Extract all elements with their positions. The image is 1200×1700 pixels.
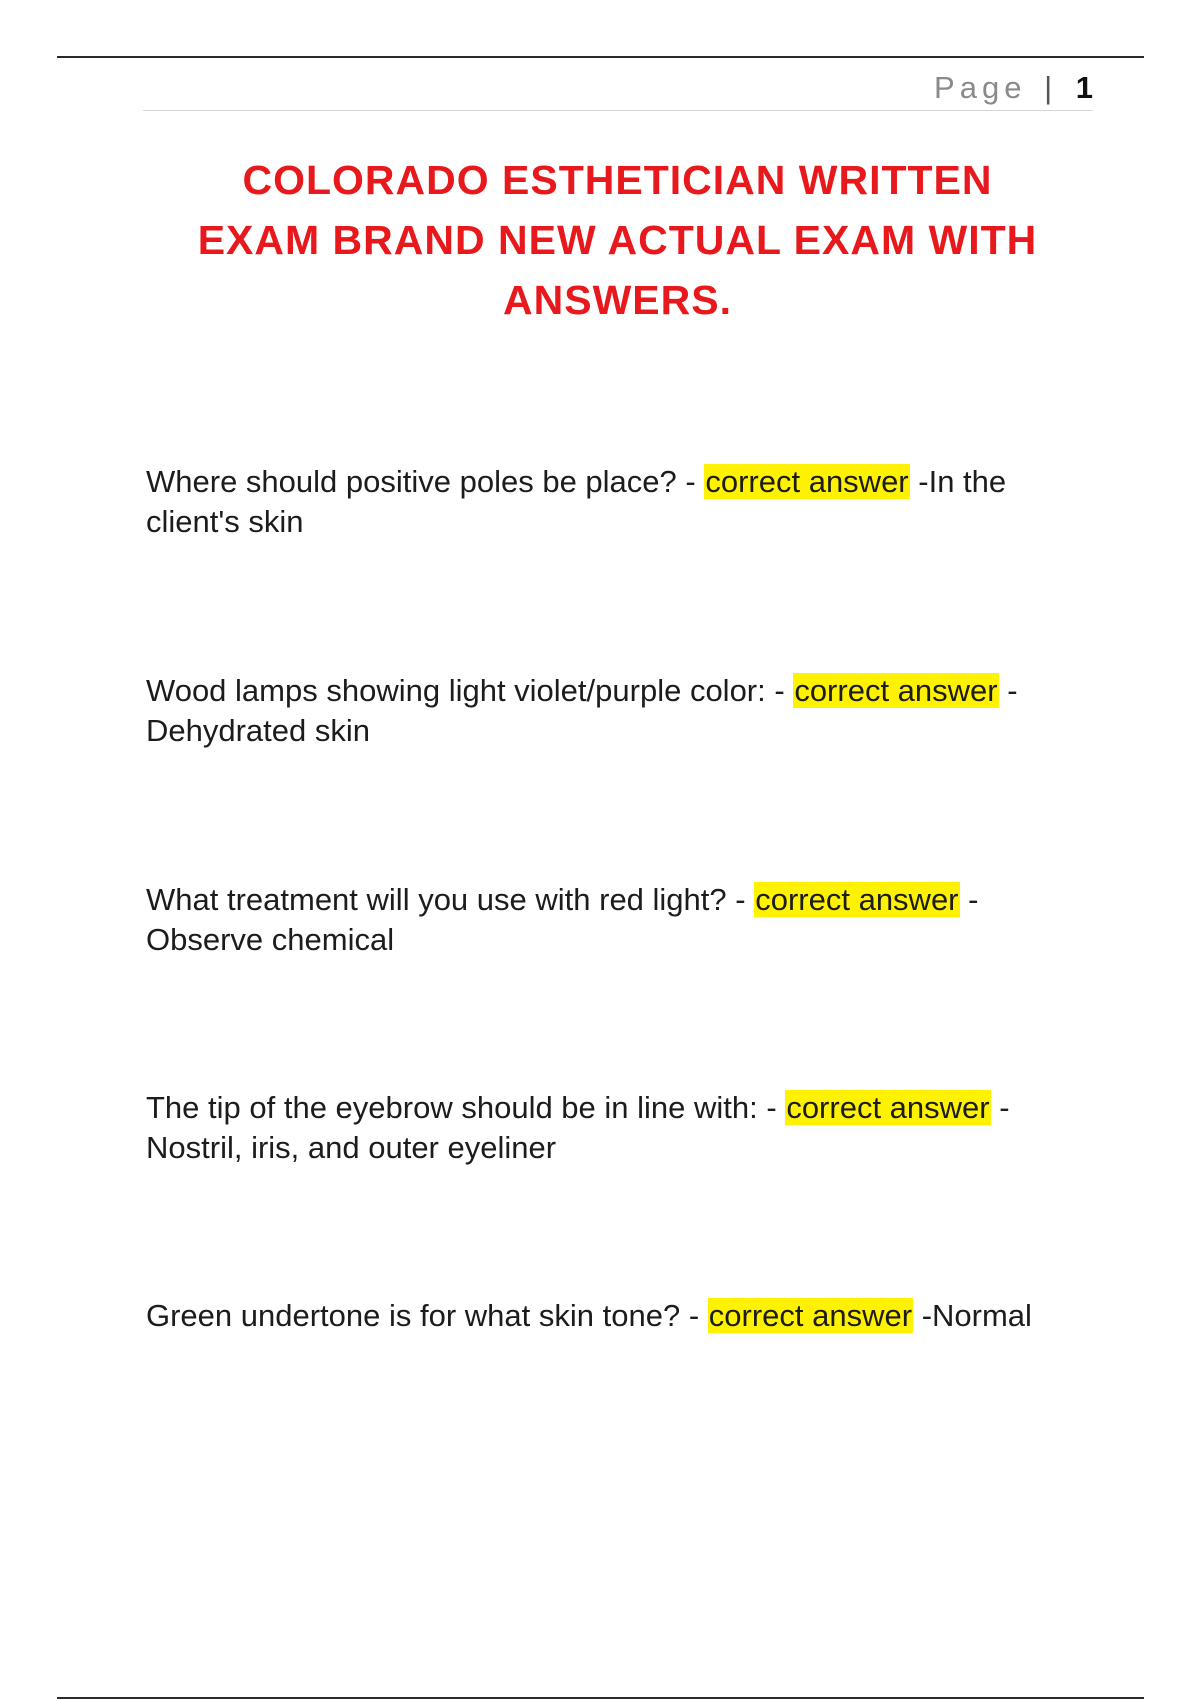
qa-item: [146, 1296, 1086, 1336]
qa-question: Wood lamps showing light violet/purple color: -: [146, 673, 785, 708]
qa-item: [146, 462, 1086, 542]
qa-item: [146, 880, 1086, 960]
qa-answer: -Normal: [921, 1298, 1032, 1333]
top-rule: [57, 56, 1144, 58]
title-line-3: ANSWERS.: [503, 277, 732, 323]
correct-answer-marker: correct answer: [708, 1298, 913, 1333]
page-number: 1: [1075, 70, 1093, 105]
page-header: [143, 66, 1093, 111]
correct-answer-marker: correct answer: [794, 673, 998, 708]
qa-answer: -In the client's skin: [146, 464, 1007, 539]
qa-answer: - Dehydrated skin: [146, 673, 1018, 748]
qa-question: Green undertone is for what skin tone? -: [146, 1298, 700, 1333]
qa-question: Where should positive poles be place? -: [146, 464, 696, 499]
page-separator: |: [1044, 70, 1053, 105]
qa-answer: - Observe chemical: [146, 882, 979, 957]
title-line-1: COLORADO ESTHETICIAN WRITTEN: [242, 157, 993, 203]
correct-answer-marker: correct answer: [786, 1090, 990, 1125]
qa-item: [146, 671, 1086, 751]
qa-answer: - Nostril, iris, and outer eyeliner: [146, 1090, 1010, 1165]
page-label: Page: [934, 70, 1027, 105]
correct-answer-marker: correct answer: [705, 464, 909, 499]
title-line-2: EXAM BRAND NEW ACTUAL EXAM WITH: [197, 217, 1038, 263]
qa-item: [146, 1088, 1086, 1168]
qa-question: The tip of the eyebrow should be in line with: -: [146, 1090, 777, 1125]
qa-question: What treatment will you use with red light? -: [146, 882, 746, 917]
bottom-rule: [57, 1697, 1144, 1699]
correct-answer-marker: correct answer: [755, 882, 959, 917]
document-title: [150, 150, 1085, 330]
